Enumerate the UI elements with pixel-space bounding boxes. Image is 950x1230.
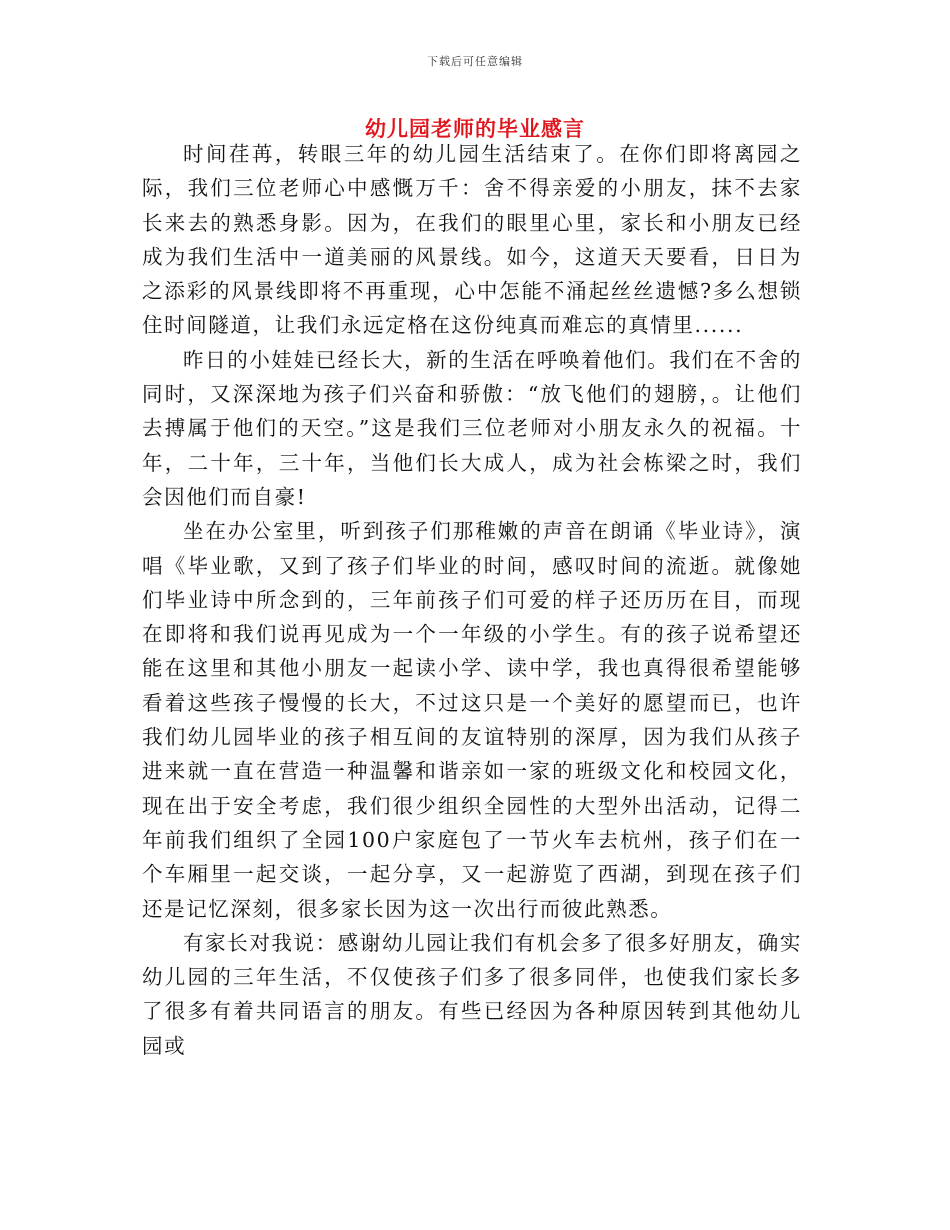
body-text <box>142 137 802 1063</box>
paragraph-4: 有家长对我说：感谢幼儿园让我们有机会多了很多好朋友，确实幼儿园的三年生活，不仅使孩子们多了很多同伴，也使我们家长多了很多有着共同语言的朋友。有些已经因为各种原因转到其他幼儿园或 <box>142 930 802 1058</box>
paragraph-1: 时间荏苒，转眼三年的幼儿园生活结束了。在你们即将离园之际，我们三位老师心中感慨万千：舍不得亲爱的小朋友，抹不去家长来去的熟悉身影。因为，在我们的眼里心里，家长和小朋友已经成为我们生活中一道美丽的风景线。如今，这道天天要看，日日为之添彩的风景线即将不再重现，心中怎能不涌起丝丝遗憾?多么想锁住时间隧道，让我们永远定格在这份纯真而难忘的真情里...... <box>142 142 802 338</box>
paragraph-2: 昨日的小娃娃已经长大，新的生活在呼唤着他们。我们在不舍的同时，又深深地为孩子们兴奋和骄傲：“放飞他们的翅膀，。让他们去搏属于他们的天空。”这是我们三位老师对小朋友永久的祝福。十年，二十年，三十年，当他们长大成人，成为社会栋梁之时，我们会因他们而自豪! <box>142 347 802 509</box>
paragraph-3: 坐在办公室里，听到孩子们那稚嫩的声音在朗诵《毕业诗》，演唱《毕业歌，又到了孩子们毕业的时间，感叹时间的流逝。就像她们毕业诗中所念到的，三年前孩子们可爱的样子还历历在目，而现在即将和我们说再见成为一个一年级的小学生。有的孩子说希望还能在这里和其他小朋友一起读小学、读中学，我也真得很希望能够看着这些孩子慢慢的长大，不过这只是一个美好的愿望而已，也许我们幼儿园毕业的孩子相互间的友谊特别的深厚，因为我们从孩子进来就一直在营造一种温馨和谐亲如一家的班级文化和校园文化，现在出于安全考虑，我们很少组织全园性的大型外出活动，记得二年前我们组织了全园100户家庭包了一节火车去杭州，孩子们在一个车厢里一起交谈，一起分享，又一起游览了西湖，到现在孩子们还是记忆深刻，很多家长因为这一次出行而彼此熟悉。 <box>142 519 802 921</box>
document-title: 幼儿园老师的毕业感言 <box>365 116 585 141</box>
header-note: 下载后可任意编辑 <box>427 55 523 68</box>
